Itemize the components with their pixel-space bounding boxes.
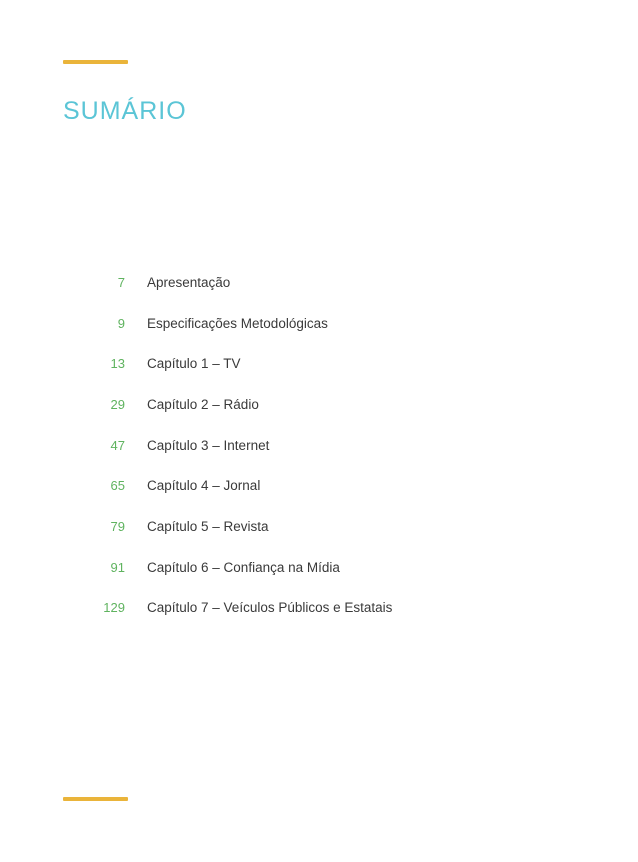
- toc-page-number: 79: [110, 518, 125, 534]
- toc-page-number: 7: [117, 274, 125, 290]
- toc-page-number: 13: [110, 356, 125, 372]
- top-accent-bar: [63, 60, 128, 64]
- toc-page-number: 129: [103, 600, 125, 616]
- toc-page-number: 65: [110, 478, 125, 494]
- toc-page-number: 47: [110, 437, 125, 453]
- page-title: SUMÁRIO: [63, 97, 187, 125]
- toc-entry-title: Capítulo 1 – TV: [147, 356, 241, 372]
- bottom-accent-bar: [63, 797, 128, 801]
- toc-entry-title: Capítulo 4 – Jornal: [147, 478, 261, 494]
- toc-entry[interactable]: [0, 465, 638, 506]
- toc-entry[interactable]: [0, 425, 638, 466]
- toc-entry[interactable]: [0, 506, 638, 547]
- toc-entry-title: Apresentação: [147, 274, 231, 290]
- toc-entry[interactable]: [0, 588, 638, 629]
- table-of-contents: [0, 262, 638, 628]
- toc-entry-title: Capítulo 7 – Veículos Públicos e Estatais: [147, 600, 393, 616]
- toc-page-number: 29: [110, 396, 125, 412]
- toc-entry-title: Capítulo 2 – Rádio: [147, 396, 259, 412]
- toc-page-number: 91: [110, 559, 125, 575]
- toc-entry-title: Capítulo 3 – Internet: [147, 437, 270, 453]
- toc-entry[interactable]: [0, 262, 638, 303]
- toc-entry-title: Capítulo 5 – Revista: [147, 518, 269, 534]
- toc-entry-title: Capítulo 6 – Confiança na Mídia: [147, 559, 340, 575]
- toc-entry-title: Especificações Metodológicas: [147, 315, 328, 331]
- toc-entry[interactable]: [0, 343, 638, 384]
- toc-entry[interactable]: [0, 303, 638, 344]
- toc-entry[interactable]: [0, 547, 638, 588]
- toc-page-number: 9: [117, 315, 125, 331]
- toc-entry[interactable]: [0, 384, 638, 425]
